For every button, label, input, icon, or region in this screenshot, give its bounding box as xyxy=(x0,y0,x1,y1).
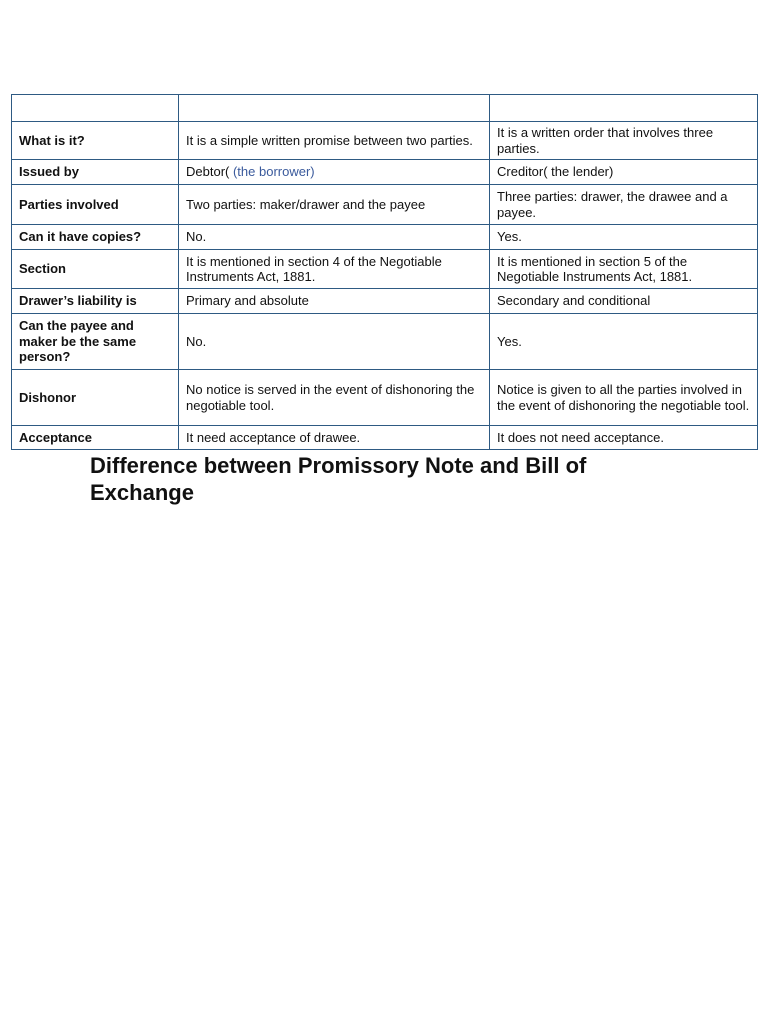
promissory-note-cell: It is mentioned in section 4 of the Negotiable Instruments Act, 1881. xyxy=(179,250,490,289)
table-header-row xyxy=(12,95,758,122)
header-cell xyxy=(12,95,179,122)
row-label: Can the payee and maker be the same person? xyxy=(12,314,179,370)
row-label: Section xyxy=(12,250,179,289)
promissory-note-cell: No notice is served in the event of dishonoring the negotiable tool. xyxy=(179,370,490,426)
header-cell xyxy=(490,95,758,122)
promissory-note-cell xyxy=(179,160,490,185)
cell-text: Debtor( xyxy=(186,164,233,180)
bill-of-exchange-cell: It is a written order that involves three parties. xyxy=(490,122,758,160)
row-label: Dishonor xyxy=(12,370,179,426)
promissory-note-cell: No. xyxy=(179,225,490,250)
table-row xyxy=(12,122,758,160)
bill-of-exchange-cell: Yes. xyxy=(490,225,758,250)
table-row xyxy=(12,250,758,289)
table-row xyxy=(12,185,758,225)
table-row xyxy=(12,314,758,370)
bill-of-exchange-cell: Yes. xyxy=(490,314,758,370)
table-row xyxy=(12,225,758,250)
promissory-note-cell: It need acceptance of drawee. xyxy=(179,426,490,450)
table-row xyxy=(12,426,758,450)
row-label: Acceptance xyxy=(12,426,179,450)
bill-of-exchange-cell: It is mentioned in section 5 of the Negotiable Instruments Act, 1881. xyxy=(490,250,758,289)
table-row xyxy=(12,370,758,426)
row-label: Drawer’s liability is xyxy=(12,289,179,314)
promissory-note-cell: No. xyxy=(179,314,490,370)
table-row xyxy=(12,289,758,314)
document-title: Difference between Promissory Note and Bill of Exchange xyxy=(90,453,587,505)
comparison-table xyxy=(11,94,758,450)
bill-of-exchange-cell: Secondary and conditional xyxy=(490,289,758,314)
row-label: Issued by xyxy=(12,160,179,185)
promissory-note-cell: It is a simple written promise between two parties. xyxy=(179,122,490,160)
borrower-link[interactable]: (the borrower) xyxy=(232,164,315,180)
table-row xyxy=(12,160,758,185)
bill-of-exchange-cell: Creditor( the lender) xyxy=(490,160,758,185)
row-label: Can it have copies? xyxy=(12,225,179,250)
bill-of-exchange-cell: Three parties: drawer, the drawee and a payee. xyxy=(490,185,758,225)
promissory-note-cell: Two parties: maker/drawer and the payee xyxy=(179,185,490,225)
bill-of-exchange-cell: Notice is given to all the parties involved in the event of dishonoring the negotiable tool. xyxy=(490,370,758,426)
row-label: Parties involved xyxy=(12,185,179,225)
header-cell xyxy=(179,95,490,122)
bill-of-exchange-cell: It does not need acceptance. xyxy=(490,426,758,450)
row-label: What is it? xyxy=(12,122,179,160)
promissory-note-cell: Primary and absolute xyxy=(179,289,490,314)
